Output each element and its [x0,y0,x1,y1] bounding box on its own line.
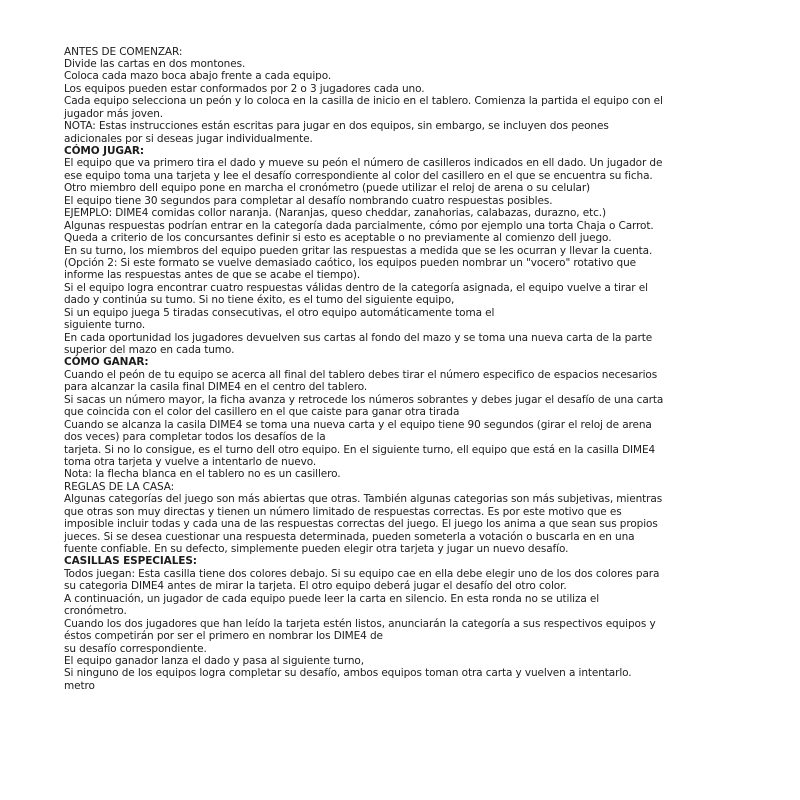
text-line: Si sacas un número mayor, la ficha avanza y retrocede los números sobrantes y debes jugar el desafío de una carta [64,393,664,406]
text-line: En cada oportunidad los jugadores devuelven sus cartas al fondo del mazo y se toma una nueva carta de la parte [64,331,653,344]
text-line: dos veces) para completar todos los desafíos de la [64,431,326,444]
text-line: adicionales por si deseas jugar individualmente. [64,132,313,145]
text-line: que coincida con el color del casillero en el que caiste para ganar otra tirada [64,406,460,419]
text-line: informe las respuestas antes de que se acabe el tiempo). [64,269,361,282]
text-line: cronómetro. [64,605,127,618]
text-line: jugador más joven. [64,107,164,120]
text-line: Cuando el peón de tu equipo se acerca all final del tablero debes tirar el número especifico de espacios necesarios [64,368,658,381]
section-heading-antes-de-comenzar: ANTES DE COMENZAR: [64,45,183,58]
text-line: (Opción 2: Si este formato se vuelve demasiado caótico, los equipos pueden nombrar un "vocero" rotativo que [64,256,637,269]
text-line: El equipo tiene 30 segundos para completar al desafío nombrando cuatro respuestas posibles. [64,194,553,207]
text-line: Otro miembro dell equipo pone en marcha el cronómetro (puede utilizar el reloj de arena o su celular) [64,182,591,195]
text-line: Los equipos pueden estar conformados por 2 o 3 jugadores cada uno. [64,82,425,95]
text-line: Cada equipo selecciona un peón y lo coloca en la casilla de inicio en el tablero. Comienza la partida el equipo con el [64,95,663,108]
text-line: Cuando se alcanza la casila DIME4 se toma una nueva carta y el equipo tiene 90 segundos (girar el reloj de arena [64,418,652,431]
text-line: para alcanzar la casila final DIME4 en el centro del tablero. [64,381,368,394]
text-line: su categoria DIME4 antes de mirar la tarjeta. El otro equipo deberá jugar el desafío del otro color. [64,580,567,593]
section-heading-casillas-especiales: CASILLAS ESPECIALES: [64,555,197,568]
text-line: En su turno, los miembros del equipo pueden gritar las respuestas a medida que se les ocurran y llevar la cuenta. [64,244,653,257]
section-heading-como-ganar: CÓMO GANAR: [64,356,149,369]
text-line: ese equipo toma una tarjeta y lee el desafío correspondiente al color del casillero en el que se encuentra su ficha. [64,169,653,182]
text-line: Si ninguno de los equipos logra completar su desafío, ambos equipos toman otra carta y vuelven a intentarlo. [64,667,632,680]
text-line: Coloca cada mazo boca abajo frente a cada equipo. [64,70,332,83]
text-line: NOTA: Estas instrucciones están escritas para jugar en dos equipos, sin embargo, se incluyen dos peones [64,120,609,133]
text-line: A continuación, un jugador de cada equipo puede leer la carta en silencio. En esta ronda no se utiliza el [64,592,600,605]
text-line: EJEMPLO: DIME4 comidas collor naranja. (Naranjas, queso cheddar, zanahorias, calabazas, durazno, etc.) [64,207,606,220]
text-line: su desafío correspondiente. [64,642,207,655]
text-line: El equipo que va primero tira el dado y mueve su peón el número de casilleros indicados en ell dado. Un jugador de [64,157,663,170]
text-line: Queda a criterio de los concursantes definir si esto es aceptable o no previamente al comienzo dell juego. [64,232,612,245]
text-line: Nota: la flecha blanca en el tablero no es un casillero. [64,468,341,481]
text-line: Si el equipo logra encontrar cuatro respuestas válidas dentro de la categoría asignada, el equipo vuelve a tirar el [64,281,648,294]
instructions-document [64,46,740,693]
text-line: metro [64,679,95,692]
text-line: dado y continúa su tumo. Si no tiene éxito, es el tumo del siguiente equipo, [64,294,455,307]
text-line: Algunas respuestas podrían entrar en la categoría dada parcialmente, cómo por ejemplo una torta Chaja o Carrot. [64,219,654,232]
text-line: que otras son muy directas y tienen un número limitado de respuestas correctas. Es por este motivo que es [64,505,622,518]
text-line: tarjeta. Si no lo consigue, es el turno dell otro equipo. En el siguiente turno, ell equipo que está en la casilla DIME4 [64,443,656,456]
text-line: Cuando los dos jugadores que han leído la tarjeta estén listos, anunciarán la categoría a sus respectivos equipos y [64,617,656,630]
text-line: toma otra tarjeta y vuelve a intentarlo de nuevo. [64,455,317,468]
section-heading-reglas-de-la-casa: REGLAS DE LA CASA: [64,480,175,493]
text-line: siguiente turno. [64,319,146,332]
text-line: jueces. Si se desea cuestionar una respuesta determinada, pueden someterla a votación o buscarla en en una [64,530,635,543]
text-line: Algunas categorías del juego son más abiertas que otras. También algunas categorias son más subjetivas, mientras [64,493,663,506]
text-line: Si un equipo juega 5 tiradas consecutivas, el otro equipo automáticamente toma el [64,306,495,319]
text-line: imposible incluir todas y cada una de las respuestas correctas del juego. El juego los anima a que sean sus propios [64,518,658,531]
text-line: El equipo ganador lanza el dado y pasa al siguiente turno, [64,654,364,667]
text-line: fuente confiable. En su defecto, simplemente pueden elegir otra tarjeta y jugar un nuevo desafío. [64,543,569,555]
text-line: superior del mazo en cada tumo. [64,344,235,356]
text-line: Divide las cartas en dos montones. [64,57,246,70]
section-heading-como-jugar: CÓMO JUGAR: [64,145,144,157]
text-line: Todos juegan: Esta casilla tiene dos colores debajo. Si su equipo cae en ella debe elegir uno de los dos colores para [64,567,660,580]
text-line: éstos competirán por ser el primero en nombrar los DIME4 de [64,630,383,643]
